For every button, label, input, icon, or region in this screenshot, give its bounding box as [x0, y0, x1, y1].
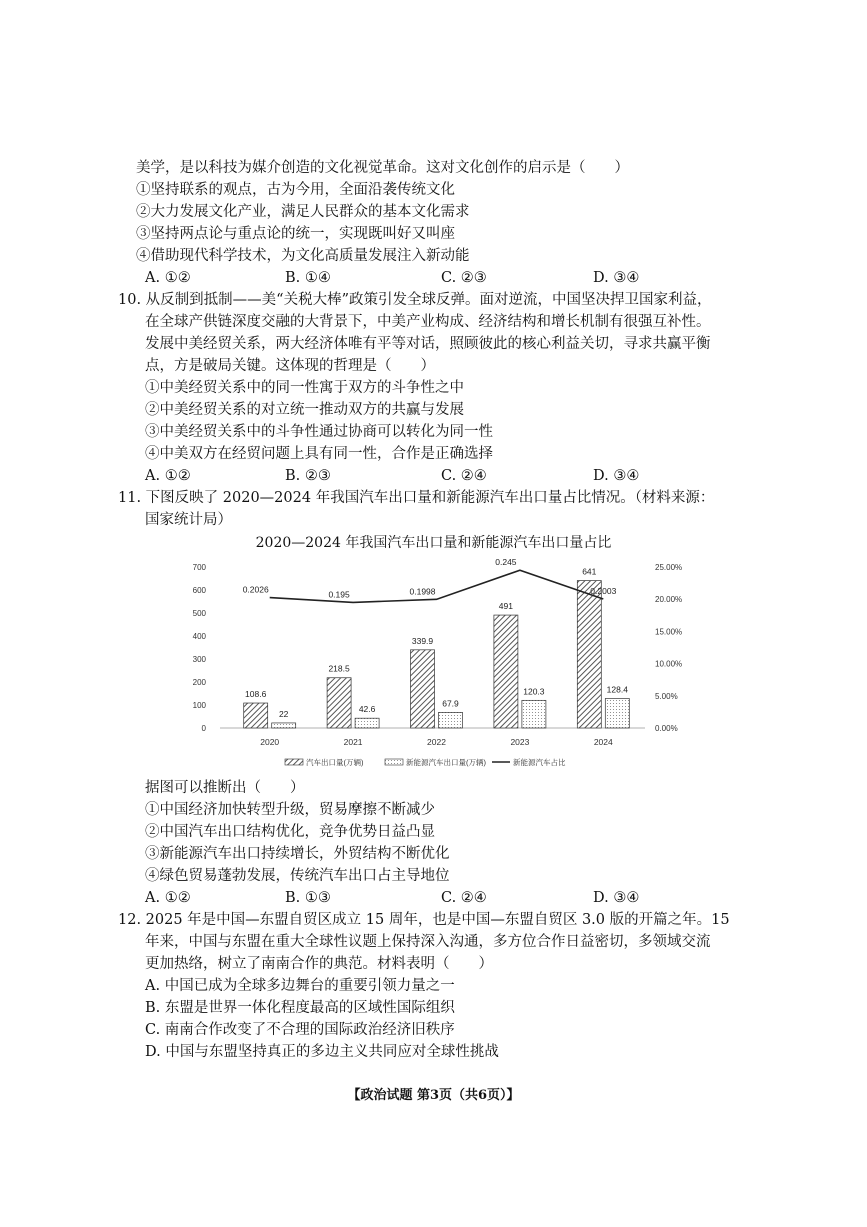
- y-tick-label: 300: [192, 655, 206, 664]
- q11-item-3: ③新能源汽车出口持续增长，外贸结构不断优化: [145, 846, 450, 862]
- bar-value-label: 491: [498, 601, 513, 612]
- q11-stem-line-2: 国家统计局）: [145, 512, 232, 528]
- bar-value-label: 339.9: [411, 635, 434, 646]
- q11-item-4: ④绿色贸易蓬勃发展，传统汽车出口占主导地位: [145, 868, 450, 884]
- q11-option-b[interactable]: B. ①③: [285, 890, 331, 906]
- bar-export-total: [327, 678, 351, 728]
- y-tick-label: 400: [192, 632, 206, 641]
- legend-label-share: 新能源汽车占比: [513, 758, 566, 767]
- q9-item-3: ③坚持两点论与重点论的统一，实现既叫好又叫座: [136, 226, 455, 242]
- x-tick-label: 2021: [343, 737, 363, 747]
- bar-export-total: [494, 615, 518, 728]
- x-tick-label: 2020: [260, 737, 280, 747]
- q12-option-c[interactable]: C. 南南合作改变了不合理的国际政治经济旧秩序: [145, 1022, 455, 1038]
- q11-prompt: 据图可以推断出（ ）: [145, 780, 305, 796]
- y2-tick-label: 20.00%: [655, 595, 683, 605]
- y-tick-label: 600: [192, 586, 206, 595]
- bar-export-nev: [439, 712, 463, 728]
- bar-value-label: 128.4: [606, 684, 628, 695]
- line-nev-share: [270, 570, 604, 602]
- bar-export-nev: [522, 700, 546, 728]
- q9-stem: 美学，是以科技为媒介创造的文化视觉革命。这对文化创作的启示是（ ）: [136, 160, 629, 176]
- legend-label-nev: 新能源汽车出口量(万辆): [406, 758, 486, 767]
- q11-stem-line-1: 11. 下图反映了 2020—2024 年我国汽车出口量和新能源汽车出口量占比情况。（材料来源：: [118, 490, 715, 506]
- line-value-label: 0.245: [495, 557, 517, 568]
- q10-item-4: ④中美双方在经贸问题上具有同一性，合作是正确选择: [145, 446, 493, 462]
- q10-item-3: ③中美经贸关系中的斗争性通过协商可以转化为同一性: [145, 424, 493, 440]
- bar-export-total: [244, 703, 268, 728]
- q11-option-a[interactable]: A. ①②: [145, 890, 191, 906]
- q10-option-b[interactable]: B. ②③: [285, 468, 331, 484]
- y-tick-label: 700: [192, 563, 206, 572]
- bar-value-label: 67.9: [442, 698, 459, 709]
- q9-option-c[interactable]: C. ②③: [441, 270, 487, 286]
- q10-stem-line-4: 点，方是破局关键。这体现的哲理是（ ）: [145, 358, 435, 374]
- q10-item-2: ②中美经贸关系的对立统一推动双方的共赢与发展: [145, 402, 464, 418]
- q10-option-d[interactable]: D. ③④: [593, 468, 640, 484]
- bar-export-nev: [605, 698, 629, 728]
- q10-stem-line-2: 在全球产供链深度交融的大背景下，中美产业构成、经济结构和增长机制有很强互补性。: [145, 314, 711, 330]
- legend-label-total: 汽车出口量(万辆): [306, 758, 364, 767]
- legend-swatch-total: [285, 759, 303, 765]
- q9-item-2: ②大力发展文化产业，满足人民群众的基本文化需求: [136, 204, 470, 220]
- bar-export-nev: [272, 723, 296, 728]
- q11-item-2: ②中国汽车出口结构优化，竞争优势日益凸显: [145, 824, 435, 840]
- bar-value-label: 218.5: [328, 663, 350, 674]
- line-value-label: 0.195: [328, 589, 350, 600]
- q10-option-c[interactable]: C. ②④: [441, 468, 487, 484]
- bar-export-total: [411, 650, 435, 728]
- y-tick-label: 0: [201, 724, 206, 733]
- q11-option-d[interactable]: D. ③④: [593, 890, 640, 906]
- y2-tick-label: 25.00%: [655, 563, 683, 572]
- bar-value-label: 22: [278, 708, 289, 719]
- x-tick-label: 2022: [427, 737, 446, 747]
- y-tick-label: 200: [192, 678, 206, 687]
- q12-option-b[interactable]: B. 东盟是世界一体化程度最高的区域性国际组织: [145, 1000, 455, 1016]
- q10-stem-line-1: 10. 从反制到抵制——美“关税大棒”政策引发全球反弹。面对逆流，中国坚决捍卫国家利益，: [118, 292, 712, 308]
- q12-option-d[interactable]: D. 中国与东盟坚持真正的多边主义共同应对全球性挑战: [145, 1044, 499, 1060]
- bar-value-label: 120.3: [523, 686, 545, 697]
- line-value-label: 0.1998: [409, 586, 436, 597]
- bar-value-label: 108.6: [245, 689, 267, 700]
- line-value-label: 0.2003: [590, 586, 617, 597]
- bar-export-total: [577, 581, 601, 728]
- q10-stem-line-3: 发展中美经贸关系，两大经济体唯有平等对话，照顾彼此的核心利益关切，寻求共赢平衡: [145, 336, 711, 352]
- legend-swatch-nev: [385, 759, 403, 765]
- q10-item-1: ①中美经贸关系中的同一性寓于双方的斗争性之中: [145, 380, 464, 396]
- q11-item-1: ①中国经济加快转型升级，贸易摩擦不断减少: [145, 802, 435, 818]
- x-tick-label: 2024: [593, 737, 613, 747]
- y2-tick-label: 10.00%: [655, 659, 683, 669]
- chart-title: 2020—2024 年我国汽车出口量和新能源汽车出口量占比: [255, 535, 612, 551]
- y2-tick-label: 0.00%: [655, 724, 678, 733]
- q11-option-c[interactable]: C. ②④: [441, 890, 487, 906]
- bar-value-label: 641: [582, 566, 597, 577]
- page-footer: 【政治试题 第3页（共6页）】: [347, 1088, 520, 1103]
- q12-stem-line-1: 12. 2025 年是中国—东盟自贸区成立 15 周年，也是中国—东盟自贸区 3.0 版的开篇之年。15: [118, 912, 730, 928]
- q9-option-a[interactable]: A. ①②: [145, 270, 191, 286]
- y2-tick-label: 15.00%: [655, 627, 683, 637]
- export-chart: [180, 555, 700, 775]
- q9-option-b[interactable]: B. ①④: [285, 270, 331, 286]
- line-value-label: 0.2026: [242, 584, 269, 595]
- y2-tick-label: 5.00%: [655, 691, 678, 701]
- y-tick-label: 100: [192, 701, 206, 710]
- q9-item-1: ①坚持联系的观点，古为今用，全面沿袭传统文化: [136, 182, 455, 198]
- y-tick-label: 500: [192, 609, 206, 618]
- q12-option-a[interactable]: A. 中国已成为全球多边舞台的重要引领力量之一: [145, 978, 455, 994]
- bar-value-label: 42.6: [358, 704, 376, 715]
- q12-stem-line-3: 更加热络，树立了南南合作的典范。材料表明（ ）: [145, 956, 493, 972]
- q9-item-4: ④借助现代科学技术，为文化高质量发展注入新动能: [136, 248, 470, 264]
- q9-option-d[interactable]: D. ③④: [593, 270, 640, 286]
- q12-stem-line-2: 年来，中国与东盟在重大全球性议题上保持深入沟通，多方位合作日益密切，多领域交流: [145, 934, 711, 950]
- x-tick-label: 2023: [510, 737, 530, 747]
- bar-export-nev: [355, 718, 379, 728]
- q10-option-a[interactable]: A. ①②: [145, 468, 191, 484]
